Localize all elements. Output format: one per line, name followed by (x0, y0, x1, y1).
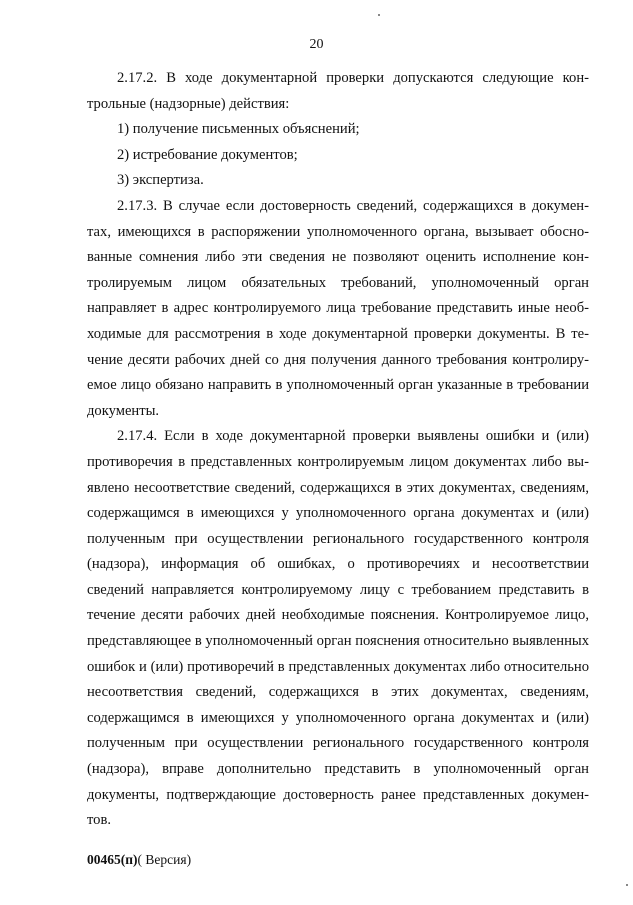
paragraph-2-17-2: 2.17.2. В ходе документарной проверки допускаются следующие контрольные (надзорные) действия: (87, 70, 589, 112)
page-number: 20 (309, 37, 324, 52)
document-footer (87, 852, 191, 868)
list-item-1: 1) получение письменных объяснений; (117, 121, 360, 138)
paragraph-2-17-4: 2.17.4. Если в ходе документарной проверки выявлены ошибки и (или) противоречия в представленных контролируемым лицом документах либо выявлено несоответствие сведений, содержащихся в этих документах, сведениям, содержащимся в имеющихся у уполномоченного органа документах и (или) полученным при осуществлении регионального государственного контроля (надзора), информация об ошибках, о противоречиях и несоответствии сведений направляется контролируемому лицу с требованием представить в течение десяти рабочих дней необходимые пояснения. Контролируемое лицо, представляющее в уполномоченный орган пояснения относительно выявленных ошибок и (или) противоречий в представленных документах либо относительно несоответствия сведений, содержащихся в этих документах, сведениям, содержащимся в имеющихся у уполномоченного органа документах и (или) полученным при осуществлении регионального государственного контроля (надзора), вправе дополнительно представить в уполномоченный орган документы, подтверждающие достоверность ранее представленных документов. (87, 428, 589, 829)
document-code: 00465(п) (87, 852, 138, 867)
list-item-2: 2) истребование документов; (117, 146, 298, 163)
scan-speck (626, 884, 628, 886)
document-body (87, 66, 589, 834)
list-item-3: 3) экспертиза. (117, 172, 204, 189)
scan-speck (378, 14, 380, 16)
paragraph-2-17-3: 2.17.3. В случае если достоверность сведений, содержащихся в документах, имеющихся в распоряжении уполномоченного органа, вызывает обоснованные сомнения либо эти сведения не позволяют оценить исполнение контролируемым лицом обязательных требований, уполномоченный орган направляет в адрес контролируемого лица требование представить иные необходимые для рассмотрения в ходе документарной проверки документы. В течение десяти рабочих дней со дня получения данного требования контролируемое лицо обязано направить в уполномоченный орган указанные в требовании документы. (87, 197, 589, 419)
version-label: ( Версия) (137, 852, 192, 867)
